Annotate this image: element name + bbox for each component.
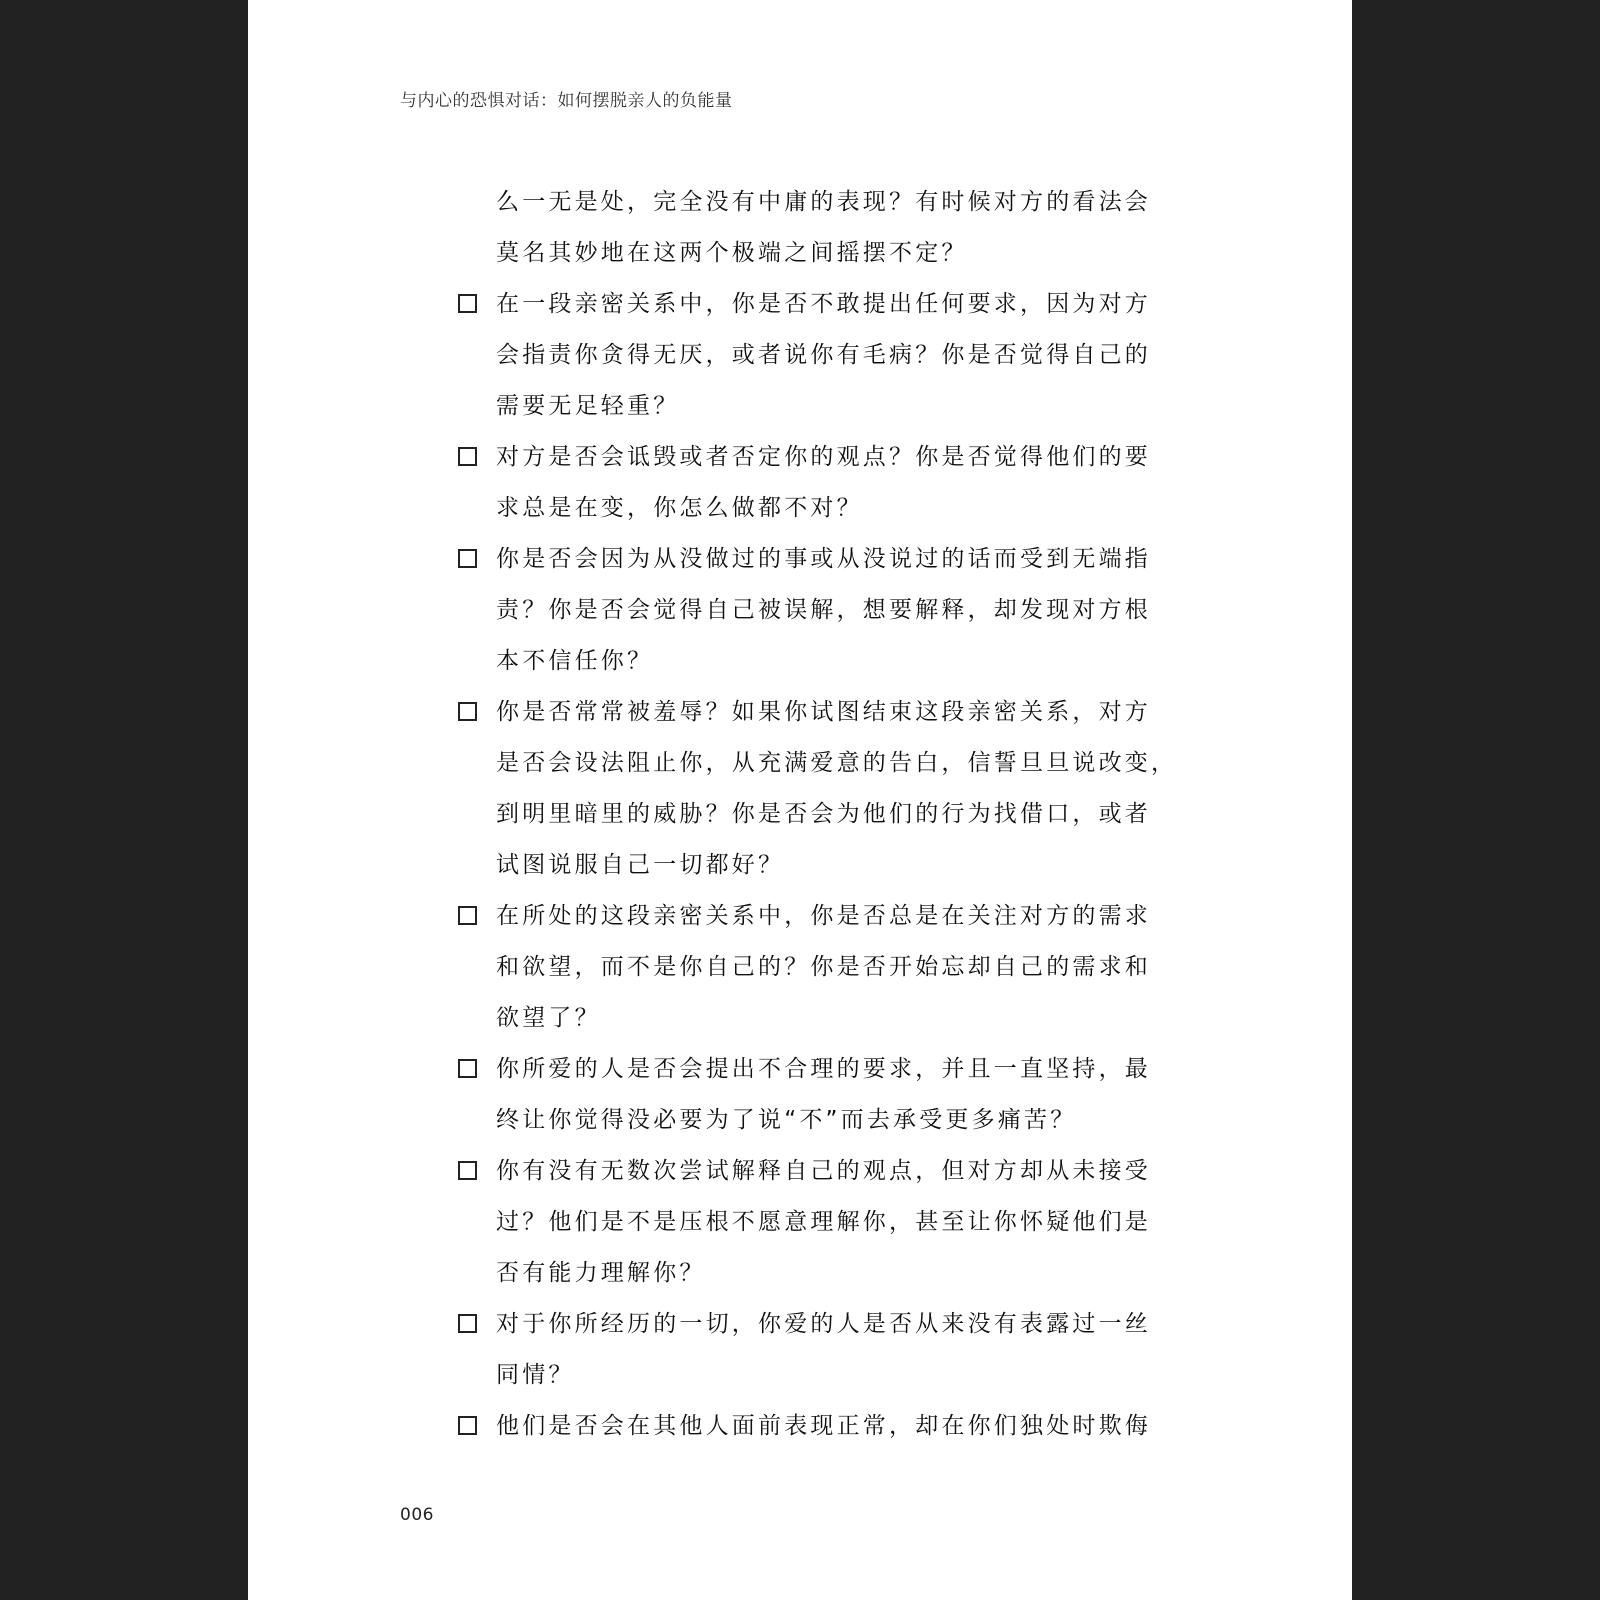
text-line: 你有没有无数次尝试解释自己的观点，但对方却从未接受 (496, 1158, 1151, 1184)
text-line: 需要无足轻重？ (496, 393, 680, 419)
checklist-item (458, 891, 1198, 1044)
text-line: 同情？ (496, 1362, 575, 1388)
checkbox[interactable] (458, 294, 477, 313)
checklist-item (458, 687, 1198, 891)
text-line: 会指责你贪得无厌，或者说你有毛病？你是否觉得自己的 (496, 342, 1151, 368)
checkbox[interactable] (458, 549, 477, 568)
text-line: 终让你觉得没必要为了说“不”而去承受更多痛苦？ (496, 1107, 1077, 1133)
checklist-item (458, 279, 1198, 432)
page-number: 006 (400, 1505, 434, 1525)
checkbox[interactable] (458, 1059, 477, 1078)
text-line: 欲望了？ (496, 1005, 601, 1031)
text-line: 你所爱的人是否会提出不合理的要求，并且一直坚持，最 (496, 1056, 1151, 1082)
checkbox[interactable] (458, 906, 477, 925)
checklist-item (458, 1299, 1198, 1401)
text-line: 试图说服自己一切都好？ (496, 852, 785, 878)
checkbox[interactable] (458, 1314, 477, 1333)
checkbox[interactable] (458, 1161, 477, 1180)
continuation-paragraph (458, 177, 1198, 279)
text-line: 本不信任你？ (496, 648, 654, 674)
text-line: 你是否会因为从没做过的事或从没说过的话而受到无端指 (496, 546, 1151, 572)
text-line: 莫名其妙地在这两个极端之间摇摆不定？ (496, 240, 968, 266)
running-header: 与内心的恐惧对话：如何摆脱亲人的负能量 (400, 91, 733, 111)
text-line: 在一段亲密关系中，你是否不敢提出任何要求，因为对方 (496, 291, 1151, 317)
text-line: 过？他们是不是压根不愿意理解你，甚至让你怀疑他们是 (496, 1209, 1151, 1235)
text-line: 你是否常常被羞辱？如果你试图结束这段亲密关系，对方 (496, 699, 1151, 725)
checkbox[interactable] (458, 447, 477, 466)
text-line: 否有能力理解你？ (496, 1260, 706, 1286)
checkbox[interactable] (458, 702, 477, 721)
book-page (248, 0, 1352, 1600)
text-line: 和欲望，而不是你自己的？你是否开始忘却自己的需求和 (496, 954, 1151, 980)
page-body (458, 177, 1198, 1452)
checklist-item (458, 432, 1198, 534)
checklist-item (458, 1044, 1198, 1146)
checklist-item (458, 534, 1198, 687)
text-line: 到明里暗里的威胁？你是否会为他们的行为找借口，或者 (496, 801, 1151, 827)
text-line: 对方是否会诋毁或者否定你的观点？你是否觉得他们的要 (496, 444, 1151, 470)
text-line: 他们是否会在其他人面前表现正常，却在你们独处时欺侮 (496, 1413, 1151, 1439)
checklist-item (458, 1401, 1198, 1452)
text-line: 对于你所经历的一切，你爱的人是否从来没有表露过一丝 (496, 1311, 1151, 1337)
checklist-item (458, 1146, 1198, 1299)
text-line: 责？你是否会觉得自己被误解，想要解释，却发现对方根 (496, 597, 1151, 623)
text-line: 是否会设法阻止你，从充满爱意的告白，信誓旦旦说改变， (496, 750, 1178, 776)
text-line: 在所处的这段亲密关系中，你是否总是在关注对方的需求 (496, 903, 1151, 929)
text-line: 么一无是处，完全没有中庸的表现？有时候对方的看法会 (496, 189, 1151, 215)
text-line: 求总是在变，你怎么做都不对？ (496, 495, 863, 521)
checkbox[interactable] (458, 1416, 477, 1435)
